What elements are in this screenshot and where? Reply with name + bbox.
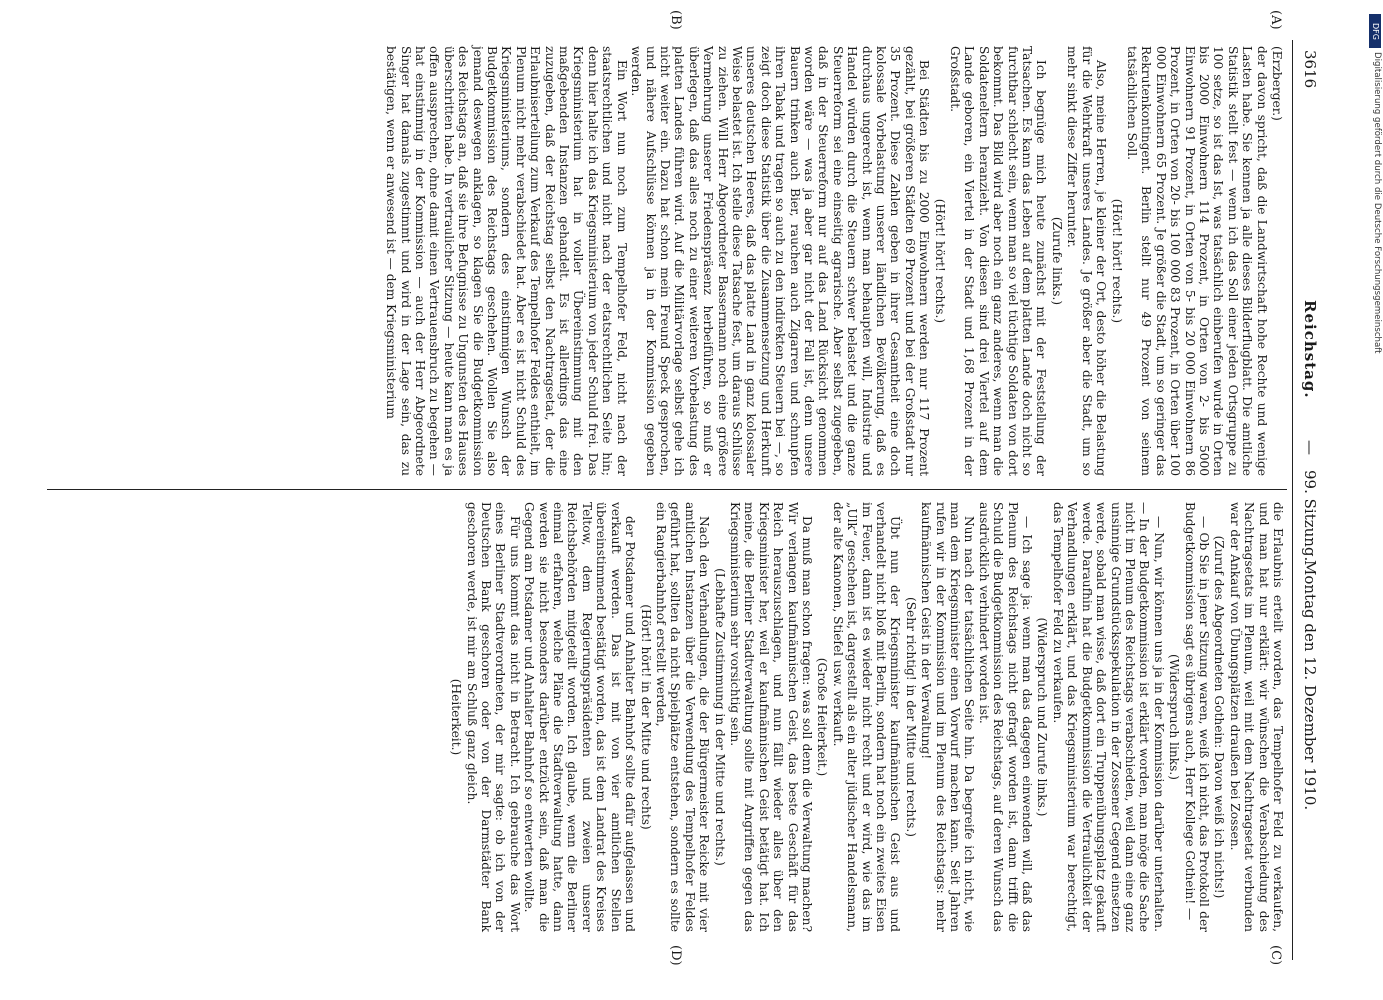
interjection: (Heiterkeit.) [449, 678, 464, 756]
interjection: (Widerspruch links.) [1167, 654, 1182, 780]
session-date: Montag den 12. Dezember 1910. [1301, 560, 1319, 811]
paragraph: — Ich sage ja: wenn man das dagegen einwenden will, daß das Plenum des Reichstags nicht gefragt worden ist, dann trifft die Schuld die Budgetkommission des Reichstags, auf deren Wunsch das ausdrücklich verhindert worden ist. [976, 502, 1035, 932]
left-column [384, 46, 1285, 476]
page-content [23, 10, 1323, 966]
header-separator: — [1301, 440, 1319, 455]
interjection: (Hört! hört! in der Mitte und rechts) [638, 604, 653, 830]
paragraph: Da muß man schon fragen: was soll denn die Verwaltung machen? Wir verlangen kaufmännischen Geist, das beste Geschäft für das Reich herauszuschlagen, und nun fällt wieder alles über den Kriegsminister her, weil er kaufmännischen Geist betätigt hat. Ich meine, die Berliner Stadtverwaltung sollte mit Angriffen gegen das Kriegsministerium sehr vorsichtig sein. [727, 502, 814, 932]
paragraph: Ich begnüge mich heute zunächst mit der Feststellung der Tatsachen. Es kann das Leben auf dem platten Lande doch nicht so furchtbar schlecht sein, wenn man so viel tüchtige Soldaten von dort bekommt. Das Bild wird aber noch ein ganz anderes, wenn man die Soldateneltern heranzieht. Von diesen sind drei Viertel auf dem Lande geboren, ein Viertel in der Stadt und 1,68 Prozent in der Großstadt. [948, 46, 1049, 476]
paragraph: — Ob Sie in jener Sitzung waren, weiß ich nicht, das Protokoll der Budgetkommission sagt es übrigens auch, Herr Kollege Gothein! — [1182, 502, 1211, 932]
interjection: (Lebhafte Zustimmung in der Mitte und rechts.) [712, 568, 727, 866]
interjection: (Große Heiterkeit.) [815, 657, 830, 777]
interjection: (Sehr richtig! in der Mitte und rechts.) [903, 596, 918, 838]
page-header [1293, 40, 1323, 960]
interjection: (Zuruf des Abgeordneten Gothein: Davon weiß ich nichts!) [1212, 535, 1227, 899]
header-rule [1292, 40, 1293, 960]
paragraph: Bei Städten bis zu 2000 Einwohnern werden nur 117 Prozent gezählt, bei größeren Städten 69 Prozent und bei der Großstadt nur 35 Prozent. Diese Zahlen geben in ihrer Gesamtheit eine doch kolossale Vorbelastung unserer ländlichen Bevölkerung, daß es durchaus ungerecht ist, wenn man behaupten will, Industrie und Handel würden durch die Steuern schwer belastet und die ganze Steuerreform sei eine einseitig agrarische. Aber selbst zugegeben, daß in der Steuerreform nur auf das Land Rücksicht genommen worden wäre — was ja aber gar nicht der Fall ist, denn unsere Bauern trinken auch Bier, rauchen auch Zigarren und schnupfen ihren Tabak und tragen so auch zu den indirekten Steuern bei —, so zeigt doch diese Statistik über die Zusammensetzung und Herkunft unseres deutschen Heeres, daß das platte Land in ganz kolossaler Weise belastet ist. Ich stelle diese Tatsache fest, um daraus Schlüsse zu ziehen. Will Herr Abgeordneter Bassermann noch eine größere Vermehrung unserer Friedenspräsenz herbeiführen, so muß er überlegen, daß das alles noch zu einer weiteren Vorbelastung des platten Landes führen wird. Auf die Militärvorlage selbst gehe ich nicht weiter ein. Dazu hat schon mein Freund Speck gesprochen, und nähere Aufschlüsse können ja in der Kommission gegeben werden. [629, 46, 932, 476]
paragraph: die Erlaubnis erteilt worden, das Tempelhofer Feld zu verkaufen, und man hat nur erklärt: wir wünschen die Verabschiedung des Nachtragsetats im Plenum, weil mit dem Nachtragsetat verbunden war der Ankauf von Übungsplätzen draußen bei Zossen. [1227, 502, 1285, 932]
publication-title: Reichstag. [1301, 300, 1319, 399]
margin-mark-a: (A) [1268, 10, 1283, 30]
paragraph: Nach den Verhandlungen, die der Bürgermeister Reicke mit vier amtlichen Instanzen über die Verwendung des Tempelhofer Feldes geführt hat, sollten da nicht Spielplätze entstehen, sondern es sollte ein Rangierbahnhof erstellt werden, [653, 502, 712, 932]
paragraph: Ein Wort nun noch zum Tempelhofer Feld, nicht nach der staatsrechtlichen und nicht nach der etatsrechtlichen Seite hin; denn hier halte ich das Kriegsministerium von jeder Schuld frei. Das Kriegsministerium hat in voller Übereinstimmung mit den maßgebenden Instanzen gehandelt. Es ist allerdings das eine zuzugeben, daß der Reichstag selbst den Nachtragsetat, der die Erlaubniserteilung zum Verkauf des Tempelhofer Feldes enthielt, im Plenum nicht mehr verabschiedet hat. Aber es ist nicht Schuld des Kriegsministeriums, sondern des einstimmigen Wunsch der Budgetkommission des Reichstags geschehen. Wollen Sie also jemand deswegen anklagen, so klagen Sie die Budgetkommission des Reichstags an, daß sie ihre Befugnisse zu Ungunsten des Hauses überschritten habe. In vertraulicher Sitzung — heute kann man es ja offen aussprechen, ohne damit einen Vertrauensbruch zu begehen — hat einstimmig in der Kommission — auch der Herr Abgeordnete Singer hat damals zugestimmt und wird in der Lage sein, das zu bestätigen, wenn er anwesend ist — dem Kriegsministerium [384, 46, 629, 476]
margin-mark-c: (C) [1268, 945, 1283, 966]
interjection: (Hört! hört! rechts.) [932, 198, 947, 324]
right-column [448, 502, 1285, 932]
paragraph: Übt nun der Kriegsminister kaufmännischen Geist aus und verhandelt nicht bloß mit Berlin, sondern hat noch ein zweites Eisen im Feuer, dann ist es wieder nicht recht und er wird, wie das im „Ulk“ geschehen ist, dargestellt als ein alter jüdischer Handelsmann, der alte Kanonen, Stiefel usw. verkauft. [830, 502, 903, 932]
page-number: 3616 [1301, 50, 1319, 89]
digitization-sidebar [1368, 10, 1382, 990]
column-separator [47, 489, 1287, 490]
margin-mark-d: (D) [668, 945, 683, 966]
digitization-note: Digitalisierung gefördert durch die Deutsche Forschungsgemeinschaft [1372, 52, 1382, 354]
paragraph: Nun nach der tatsächlichen Seite hin. Da begreife ich nicht, wie man dem Kriegsminister einen Vorwurf machen kann. Seit Jahren rufen wir in der Kommission und im Plenum des Reichstags: mehr kaufmännischen Geist in der Verwaltung! [919, 502, 977, 932]
paragraph: der davon spricht, daß die Landwirtschaft hohe Rechte und wenige Lasten habe. Sie kennen ja alle dieses Bilderflugblatt. Die amtliche Statistik stellt fest — wenn ich das Soll einer jeden Ortsgruppe zu 100 setze, so ist das Ist, was tatsächlich einberufen wurde in Orten bis 2000 Einwohnern 114 Prozent, in Orten von 2- bis 5000 Einwohnern 91 Prozent, in Orten von 5- bis 20 000 Einwohnern 86 Prozent, in Orten von 20- bis 100 000 83 Prozent, in Orten über 100 000 Einwohnern 65 Prozent. Je größer die Stadt, um so geringer das Rekrutenkontingent. Berlin stellt nur 49 Prozent von seinem tatsächlichen Soll. [1124, 46, 1269, 476]
paragraph: Für uns kommt das nicht in Betracht. Ich gebrauche das Wort eines Berliner Stadtverordneten, der mir sagte: ob ich von der Deutschen Bank geschoren oder von der Darmstädter Bank geschoren werde, ist mir am Schluß ganz gleich. [464, 502, 522, 932]
interjection: (Widerspruch und Zurufe links.) [1035, 617, 1050, 817]
margin-mark-b: (B) [668, 10, 683, 30]
speaker-label: (Erzberger.) [1270, 46, 1284, 121]
dfg-logo: DFG [1369, 14, 1381, 48]
paragraph: — Nun, wir können uns ja in der Kommission darüber unterhalten. — In der Budgetkommission ist erklärt worden, man möge die Sache nicht im Plenum des Reichstags verabschieden, weil dann eine ganz unsinnige Grundstücksspekulation in der Zossener Gegend einsetzen werde, sobald man wisse, daß dort ein Truppenübungsplatz gekauft werde. Daraufhin hat die Budgetkommission die Vertraulichkeit der Verhandlungen erklärt, und das Kriegsministerium war berechtigt, das Tempelhofer Feld zu verkaufen. [1050, 502, 1166, 932]
paragraph: der Potsdamer und Anhalter Bahnhof sollte dafür aufgelassen und verkauft werden. Das ist mit von vier amtlichen Stellen übereinstimmend bestätigt worden, das ist dem Landrat des Kreises Teltow, dem Regierungspräsidenten und zweien unserer Reichsbehörden mitgeteilt worden. Ich glaube, wenn die Berliner einmal erfahren, welche Pläne die Stadtverwaltung hatte, dann werden sie nicht besonders darüber entzückt sein, daß man die Gegend am Potsdamer und Anhalter Bahnhof so entwerten wollte. [522, 502, 638, 932]
paragraph: Also, meine Herren, je kleiner der Ort, desto höher die Belastung für die Wehrkraft unseres Landes. Je größer aber die Stadt, um so mehr sinkt diese Ziffer herunter. [1065, 46, 1109, 476]
interjection: (Hört! hört! rechts.) [1109, 198, 1124, 324]
session-label: 99. Sitzung. [1301, 470, 1319, 562]
interjection: (Zurufe links.) [1049, 216, 1064, 306]
